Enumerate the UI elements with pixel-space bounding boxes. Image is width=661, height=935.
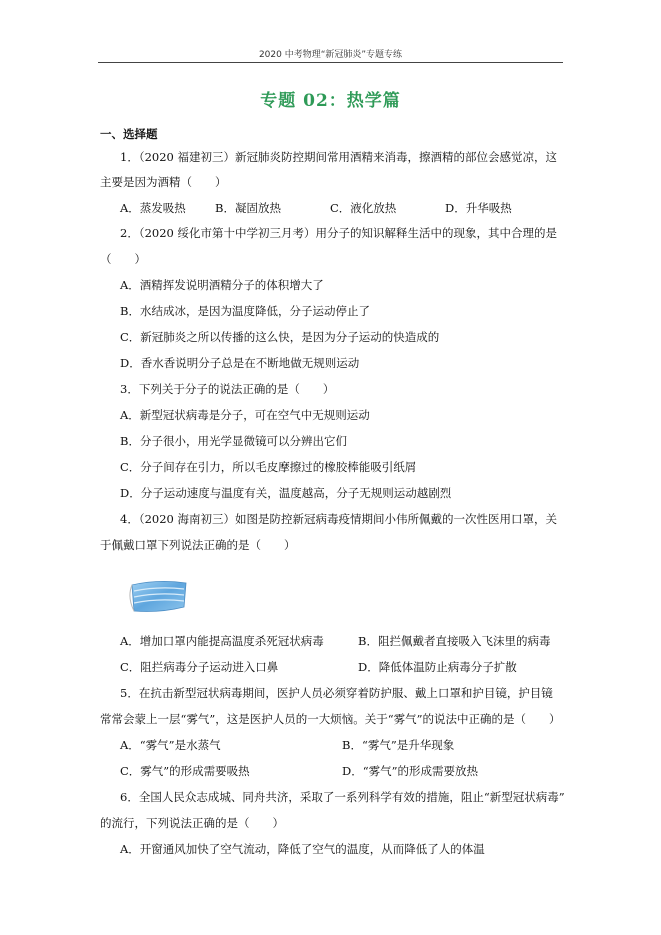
surgical-mask-image <box>126 577 190 617</box>
q5-option-c: C．雾气”的形成需要吸热 <box>120 764 250 778</box>
q6-stem-line1: 6．全国人民众志成城、同舟共济，采取了一系列科学有效的措施，阻止“新型冠状病毒” <box>120 790 565 804</box>
q5-option-a: A．“雾气”是水蒸气 <box>120 738 221 752</box>
section-heading: 一、选择题 <box>100 127 158 141</box>
q2-option-c: C．新冠肺炎之所以传播的这么快，是因为分子运动的快造成的 <box>120 330 440 344</box>
q1-stem-line2: 主要是因为酒精（ ） <box>100 175 227 189</box>
q1-option-b: B．凝固放热 <box>215 201 281 215</box>
q3-option-b: B．分子很小，用光学显微镜可以分辨出它们 <box>120 434 347 448</box>
q2-option-b: B．水结成冰，是因为温度降低，分子运动停止了 <box>120 304 370 318</box>
q5-stem-line1: 5．在抗击新型冠状病毒期间，医护人员必须穿着防护服、戴上口罩和护目镜，护目镜 <box>120 686 553 700</box>
page-title: 专题 02：热学篇 <box>260 91 401 111</box>
q6-stem-line2: 的流行，下列说法正确的是（ ） <box>100 816 284 830</box>
q3-option-d: D．分子运动速度与温度有关，温度越高，分子无规则运动越剧烈 <box>120 486 452 500</box>
q6-option-a: A．开窗通风加快了空气流动，降低了空气的温度，从而降低了人的体温 <box>120 842 485 856</box>
q5-option-d: D．“雾气”的形成需要放热 <box>342 764 478 778</box>
q2-option-d: D．香水香说明分子总是在不断地做无规则运动 <box>120 356 360 370</box>
q5-option-b: B．“雾气”是升华现象 <box>342 738 455 752</box>
q2-stem-line1: 2．（2020 绥化市第十中学初三月考）用分子的知识解释生活中的现象，其中合理的是 <box>120 226 557 240</box>
q5-stem-line2: 常常会蒙上一层“雾气”，这是医护人员的一大烦恼。关于“雾气”的说法中正确的是（ ） <box>100 712 561 726</box>
q3-option-a: A．新型冠状病毒是分子，可在空气中无规则运动 <box>120 408 370 422</box>
q4-stem-line2: 于佩戴口罩下列说法正确的是（ ） <box>100 538 296 552</box>
q4-option-c: C．阻拦病毒分子运动进入口鼻 <box>120 660 279 674</box>
header-rule <box>98 62 563 63</box>
q1-stem-line1: 1．（2020 福建初三）新冠肺炎防控期间常用酒精来消毒，擦酒精的部位会感觉凉，这 <box>120 150 557 164</box>
q4-option-a: A．增加口罩内能提高温度杀死冠状病毒 <box>120 634 324 648</box>
q1-option-d: D．升华吸热 <box>445 201 512 215</box>
q2-option-a: A．酒精挥发说明酒精分子的体积增大了 <box>120 278 324 292</box>
q3-stem: 3．下列关于分子的说法正确的是（ ） <box>120 382 335 396</box>
q4-stem-line1: 4．（2020 海南初三）如图是防控新冠病毒疫情期间小伟所佩戴的一次性医用口罩，关 <box>120 512 557 526</box>
q1-option-a: A．蒸发吸热 <box>120 201 186 215</box>
q1-option-c: C．液化放热 <box>330 201 397 215</box>
q4-option-d: D．降低体温防止病毒分子扩散 <box>358 660 517 674</box>
q2-stem-line2: （ ） <box>100 252 146 266</box>
q3-option-c: C．分子间存在引力，所以毛皮摩擦过的橡胶棒能吸引纸屑 <box>120 460 417 474</box>
page-header: 2020 中考物理“新冠肺炎”专题专练 <box>258 50 403 60</box>
q4-option-b: B．阻拦佩戴者直接吸入飞沫里的病毒 <box>358 634 551 648</box>
